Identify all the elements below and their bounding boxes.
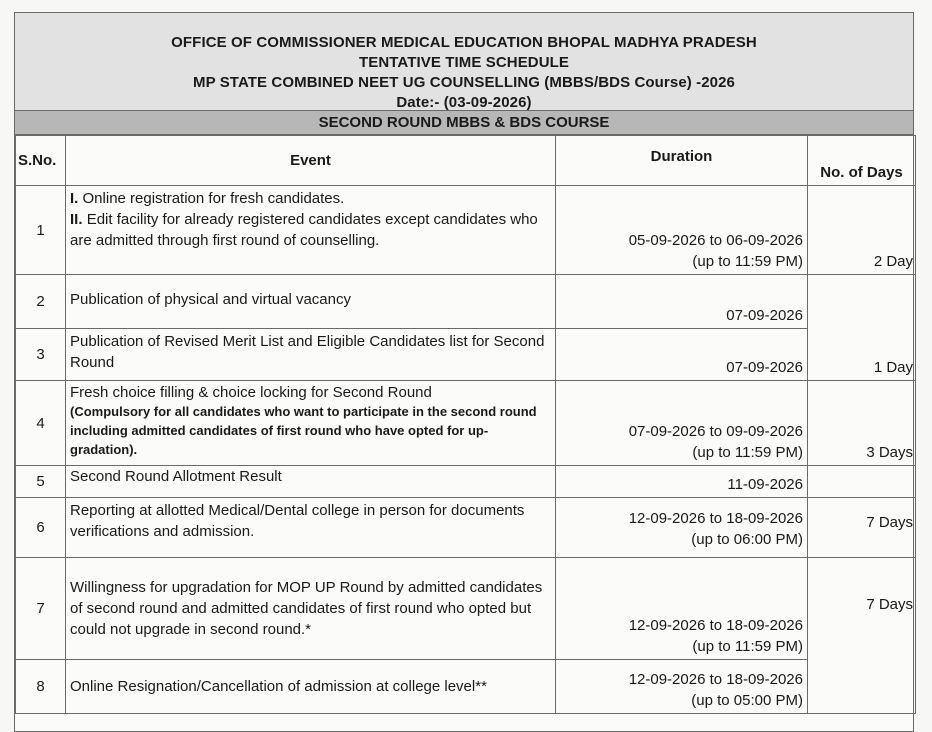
row-duration (556, 558, 808, 660)
row-event: Second Round Allotment Result (66, 466, 556, 498)
row-duration (556, 186, 808, 275)
office-title: OFFICE OF COMMISSIONER MEDICAL EDUCATION BHOPAL MADHYA PRADESH (171, 34, 757, 51)
row-days: 7 Days (808, 558, 916, 714)
row-days (808, 466, 916, 498)
duration-dates: 07-09-2026 (726, 359, 803, 376)
row-days: 1 Day (808, 275, 916, 381)
table-row (16, 498, 916, 558)
table-row (16, 381, 916, 466)
row-sno: 8 (16, 660, 66, 714)
event-item-prefix: II. (70, 211, 83, 228)
document-header (15, 13, 913, 111)
schedule-table (15, 135, 916, 714)
row-days: 2 Day (808, 186, 916, 275)
table-row (16, 660, 916, 714)
duration-time: (up to 06:00 PM) (691, 531, 803, 548)
row-duration (556, 329, 808, 381)
column-header-event: Event (66, 136, 556, 186)
duration-time: (up to 11:59 PM) (692, 253, 803, 270)
event-text: Fresh choice filling & choice locking for Second Round (70, 384, 432, 401)
schedule-document (14, 12, 914, 732)
counselling-title: MP STATE COMBINED NEET UG COUNSELLING (MBBS/BDS Course) -2026 (193, 74, 735, 91)
row-event: Reporting at allotted Medical/Dental college in person for documents verifications and admission. (66, 498, 556, 558)
row-duration (556, 498, 808, 558)
row-sno: 7 (16, 558, 66, 660)
row-event: Online Resignation/Cancellation of admission at college level** (66, 660, 556, 714)
duration-dates: 07-09-2026 (726, 307, 803, 324)
table-row (16, 275, 916, 329)
event-item-text: Online registration for fresh candidates. (82, 190, 345, 207)
section-title: SECOND ROUND MBBS & BDS COURSE (15, 111, 913, 135)
document-date: Date:- (03-09-2026) (396, 94, 532, 111)
table-row (16, 186, 916, 275)
row-duration (556, 275, 808, 329)
duration-dates: 05-09-2026 to 06-09-2026 (628, 232, 803, 249)
row-event: Publication of physical and virtual vacancy (66, 275, 556, 329)
row-event (66, 381, 556, 466)
duration-dates: 12-09-2026 to 18-09-2026 (628, 671, 803, 688)
row-duration (556, 381, 808, 466)
row-sno: 4 (16, 381, 66, 466)
column-header-days: No. of Days (808, 136, 916, 186)
row-event (66, 186, 556, 275)
row-sno: 2 (16, 275, 66, 329)
duration-time: (up to 05:00 PM) (691, 692, 803, 709)
table-row (16, 329, 916, 381)
duration-dates: 12-09-2026 to 18-09-2026 (628, 617, 803, 634)
duration-time: (up to 11:59 PM) (692, 444, 803, 461)
duration-time: (up to 11:59 PM) (692, 638, 803, 655)
row-duration (556, 466, 808, 498)
column-header-duration: Duration (556, 136, 808, 186)
duration-dates: 11-09-2026 (727, 476, 803, 493)
table-row (16, 466, 916, 498)
table-row (16, 558, 916, 660)
row-sno: 1 (16, 186, 66, 275)
row-event: Publication of Revised Merit List and Eligible Candidates list for Second Round (66, 329, 556, 381)
row-sno: 5 (16, 466, 66, 498)
event-note: (Compulsory for all candidates who want to participate in the second round including admitted candidates of first round who have opted for up-gradation). (70, 404, 537, 457)
row-event: Willingness for upgradation for MOP UP Round by admitted candidates of second round and admitted candidates of first round who opted but could not upgrade in second round.* (66, 558, 556, 660)
schedule-title: TENTATIVE TIME SCHEDULE (358, 54, 570, 71)
row-duration (556, 660, 808, 714)
row-days: 3 Days (808, 381, 916, 466)
event-item-text: Edit facility for already registered candidates except candidates who are admitted through first round of counselling. (70, 211, 538, 249)
table-header-row (16, 136, 916, 186)
row-sno: 6 (16, 498, 66, 558)
event-item-prefix: I. (70, 190, 79, 207)
column-header-sno: S.No. (16, 136, 66, 186)
duration-dates: 07-09-2026 to 09-09-2026 (628, 423, 803, 440)
duration-dates: 12-09-2026 to 18-09-2026 (628, 510, 803, 527)
row-sno: 3 (16, 329, 66, 381)
row-days: 7 Days (808, 498, 916, 558)
